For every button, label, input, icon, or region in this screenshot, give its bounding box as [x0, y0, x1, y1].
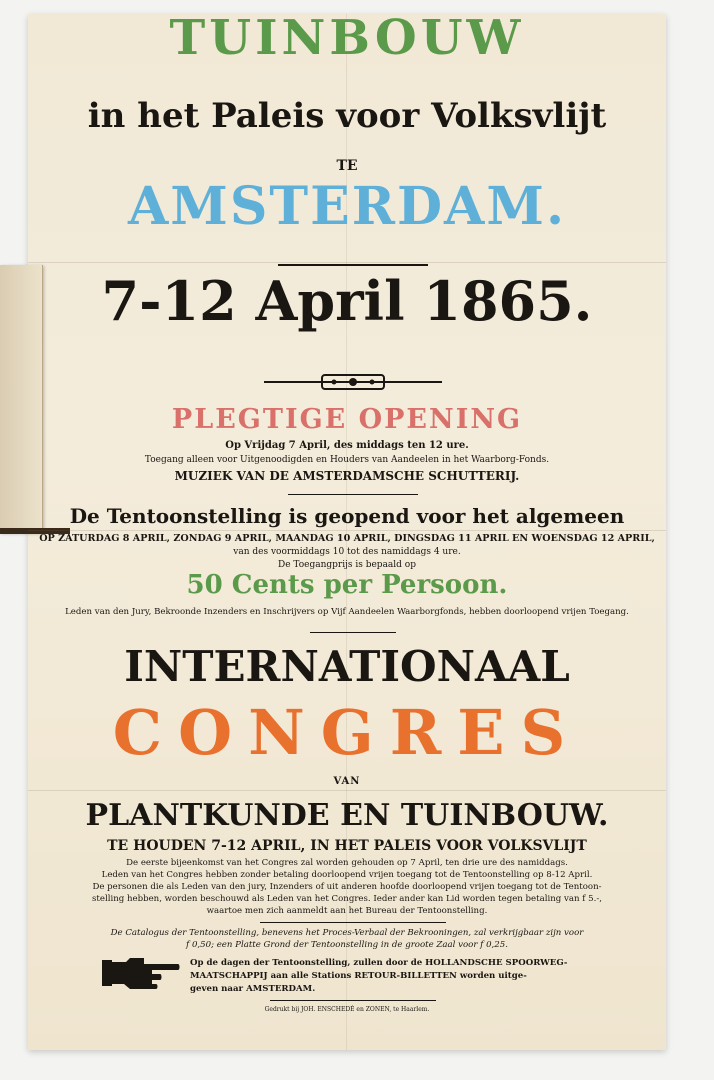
congress-paragraph: stelling hebben, worden beschouwd als Leden van het Congres. Ieder ander kan Lid worden tegen betaling van f 5.-, — [92, 894, 602, 904]
dates-heading: 7-12 April 1865. — [101, 269, 593, 333]
congress-congres: CONGRES — [112, 696, 582, 769]
congress-international: INTERNATIONAAL — [124, 642, 570, 691]
printer-credit: Gedrukt bij JOH. ENSCHEDÉ en ZONEN, te Haarlem. — [264, 1006, 430, 1013]
rail-line: MAATSCHAPPIJ aan alle Stations RETOUR-BILLETTEN worden uitge- — [190, 971, 527, 981]
line-te: TE — [336, 158, 358, 174]
divider — [288, 494, 418, 495]
price-intro: De Toegangprijs is bepaald op — [278, 560, 416, 570]
congress-paragraph: waartoe men zich aanmeldt aan het Bureau der Tentoonstelling. — [206, 906, 488, 916]
divider — [270, 1000, 436, 1001]
opening-access: Toegang alleen voor Uitgenoodigden en Houders van Aandeelen in het Waarborg-Fonds. — [144, 455, 550, 465]
congress-van: VAN — [333, 776, 361, 787]
congress-paragraph: De eerste bijeenkomst van het Congres zal worden gehouden op 7 April, ten drie ure des namiddags. — [126, 858, 568, 868]
exhibition-days: OP ZATURDAG 8 APRIL, ZONDAG 9 APRIL, MAANDAG 10 APRIL, DINGSDAG 11 APRIL EN WOENSDAG 12 APRIL, — [39, 533, 655, 544]
opening-date: Op Vrijdag 7 April, des middags ten 12 ure. — [225, 440, 469, 451]
catalogus-line: De Catalogus der Tentoonstelling, benevens het Proces-Verbaal der Bekrooningen, zal verkrijgbaar zijn voor — [110, 928, 584, 938]
exhibition-hours: van des voormiddags 10 tot des namiddags 4 ure. — [233, 547, 461, 557]
rail-line: geven naar AMSTERDAM. — [190, 984, 316, 994]
pointing-hand-icon — [100, 952, 180, 992]
city-amsterdam: AMSTERDAM. — [127, 176, 567, 237]
title-tuinbouw: TUINBOUW — [169, 14, 525, 58]
opening-title: PLEGTIGE OPENING — [171, 404, 523, 435]
opening-music: MUZIEK VAN DE AMSTERDAMSCHE SCHUTTERIJ. — [174, 469, 520, 483]
fold-line — [28, 530, 666, 531]
rail-line: Op de dagen der Tentoonstelling, zullen door de HOLLANDSCHE SPOORWEG- — [190, 958, 568, 968]
congress-subject: PLANTKUNDE EN TUINBOUW. — [85, 798, 609, 833]
line-paleis: in het Paleis voor Volksvlijt — [87, 96, 607, 136]
fold-line — [28, 790, 666, 791]
congress-where: TE HOUDEN 7-12 APRIL, IN HET PALEIS VOOR VOLKSVLIJT — [107, 838, 587, 854]
divider — [278, 264, 428, 266]
free-access: Leden van den Jury, Bekroonde Inzenders en Inschrijvers op Vijf Aandeelen Waarborgfonds, hebben doorloopend vrijen Toegang. — [65, 607, 629, 617]
divider — [260, 922, 446, 923]
congress-paragraph: Leden van het Congres hebben zonder betaling doorloopend vrijen toegang tot de Tentoonstelling op 8-12 April. — [101, 870, 593, 880]
exhibition-open: De Tentoonstelling is geopend voor het algemeen — [69, 504, 625, 528]
fold-line — [28, 262, 666, 263]
catalogus-line: f 0,50; een Platte Grond der Tentoonstelling in de groote Zaal voor f 0,25. — [186, 940, 508, 950]
price: 50 Cents per Persoon. — [186, 570, 508, 600]
congress-paragraph: De personen die als Leden van den jury, Inzenders of uit anderen hoofde doorloopend vrijen toegang tot de Tentoon- — [92, 882, 602, 892]
ornament-icon — [262, 372, 444, 392]
divider — [310, 632, 396, 633]
